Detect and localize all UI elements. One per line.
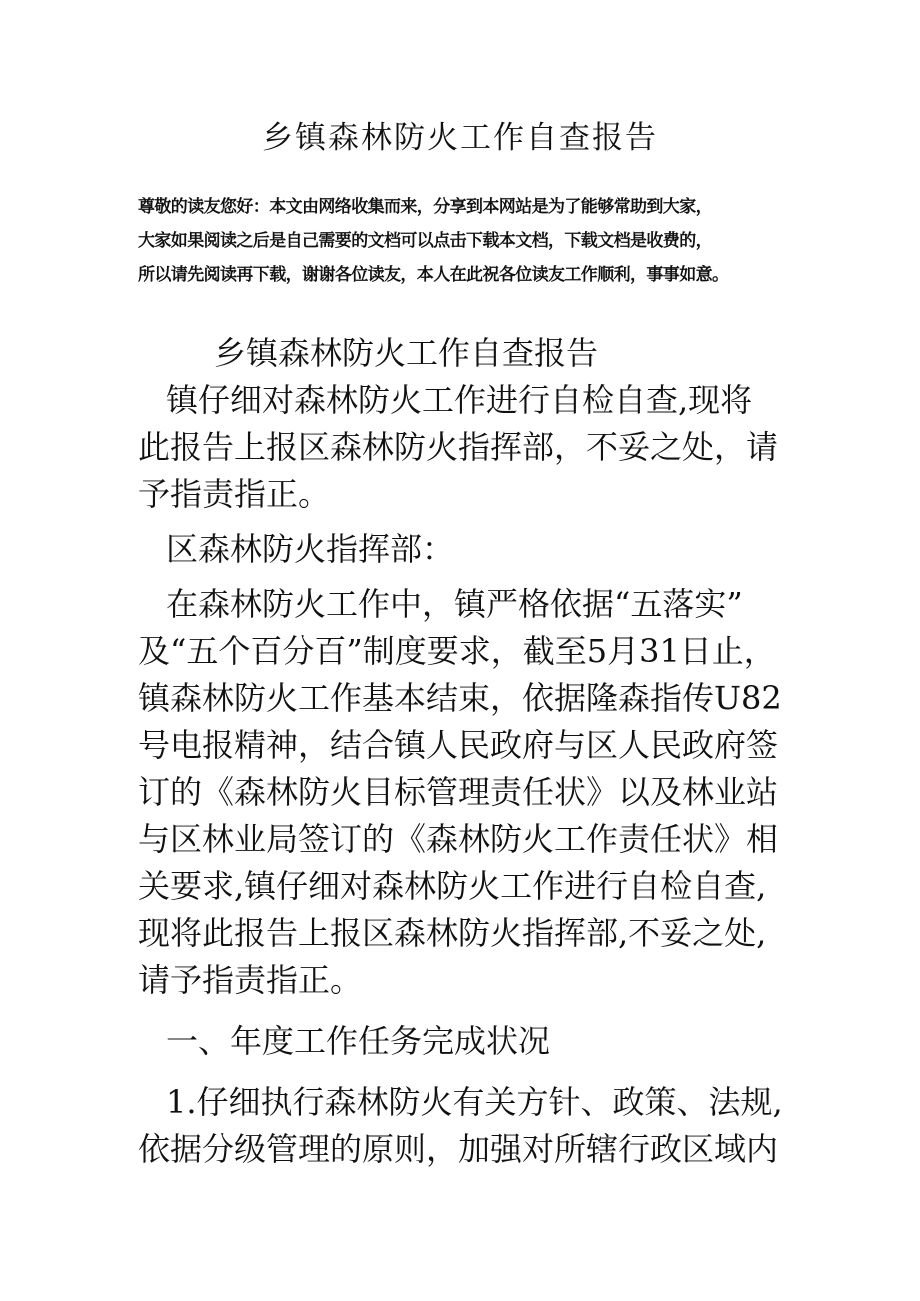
notice-line: 尊敬的读友您好：本文由网络收集而来，分享到本网站是为了能够常助到大家， bbox=[138, 197, 712, 217]
body-title: 乡镇森林防火工作自查报告 bbox=[214, 334, 599, 372]
paragraph-line: 关要求,镇仔细对森林防火工作进行自检自查, bbox=[138, 867, 767, 905]
paragraph-line: 号电报精神，结合镇人民政府与区人民政府签 bbox=[138, 726, 779, 764]
paragraph-line: 镇森林防火工作基本结束，依据隆森指传U82 bbox=[138, 679, 782, 717]
document-title: 乡镇森林防火工作自查报告 bbox=[262, 120, 658, 156]
paragraph-line: 现将此报告上报区森林防火指挥部,不妥之处, bbox=[138, 914, 767, 952]
salutation: 区森林防火指挥部： bbox=[166, 530, 455, 568]
intro-line: 予指责指正。 bbox=[138, 475, 331, 513]
intro-line: 此报告上报区森林防火指挥部，不妥之处，请 bbox=[138, 428, 779, 466]
item-line: 依据分级管理的原则，加强对所辖行政区域内 bbox=[138, 1130, 779, 1168]
notice-line: 所以请先阅读再下载，谢谢各位读友，本人在此祝各位读友工作顺利，事事如意。 bbox=[138, 265, 729, 285]
notice-line: 大家如果阅读之后是自己需要的文档可以点击下载本文档，下载文档是收费的， bbox=[138, 231, 712, 251]
intro-line: 镇仔细对森林防火工作进行自检自查,现将 bbox=[166, 381, 753, 419]
paragraph-line: 与区林业局签订的《森林防火工作责任状》相 bbox=[138, 820, 779, 858]
paragraph-line: 在森林防火工作中，镇严格依据“五落实” bbox=[166, 585, 743, 623]
reader-notice bbox=[138, 190, 798, 292]
paragraph-line: 请予指责指正。 bbox=[138, 961, 363, 999]
paragraph-line: 及“五个百分百”制度要求，截至5月31日止， bbox=[138, 632, 776, 670]
item-line: 1.仔细执行森林防火有关方针、政策、法规, bbox=[166, 1083, 783, 1121]
section-heading: 一、年度工作任务完成状况 bbox=[166, 1022, 551, 1060]
paragraph-line: 订的《森林防火目标管理责任状》以及林业站 bbox=[138, 773, 779, 811]
report-body bbox=[138, 330, 798, 1173]
